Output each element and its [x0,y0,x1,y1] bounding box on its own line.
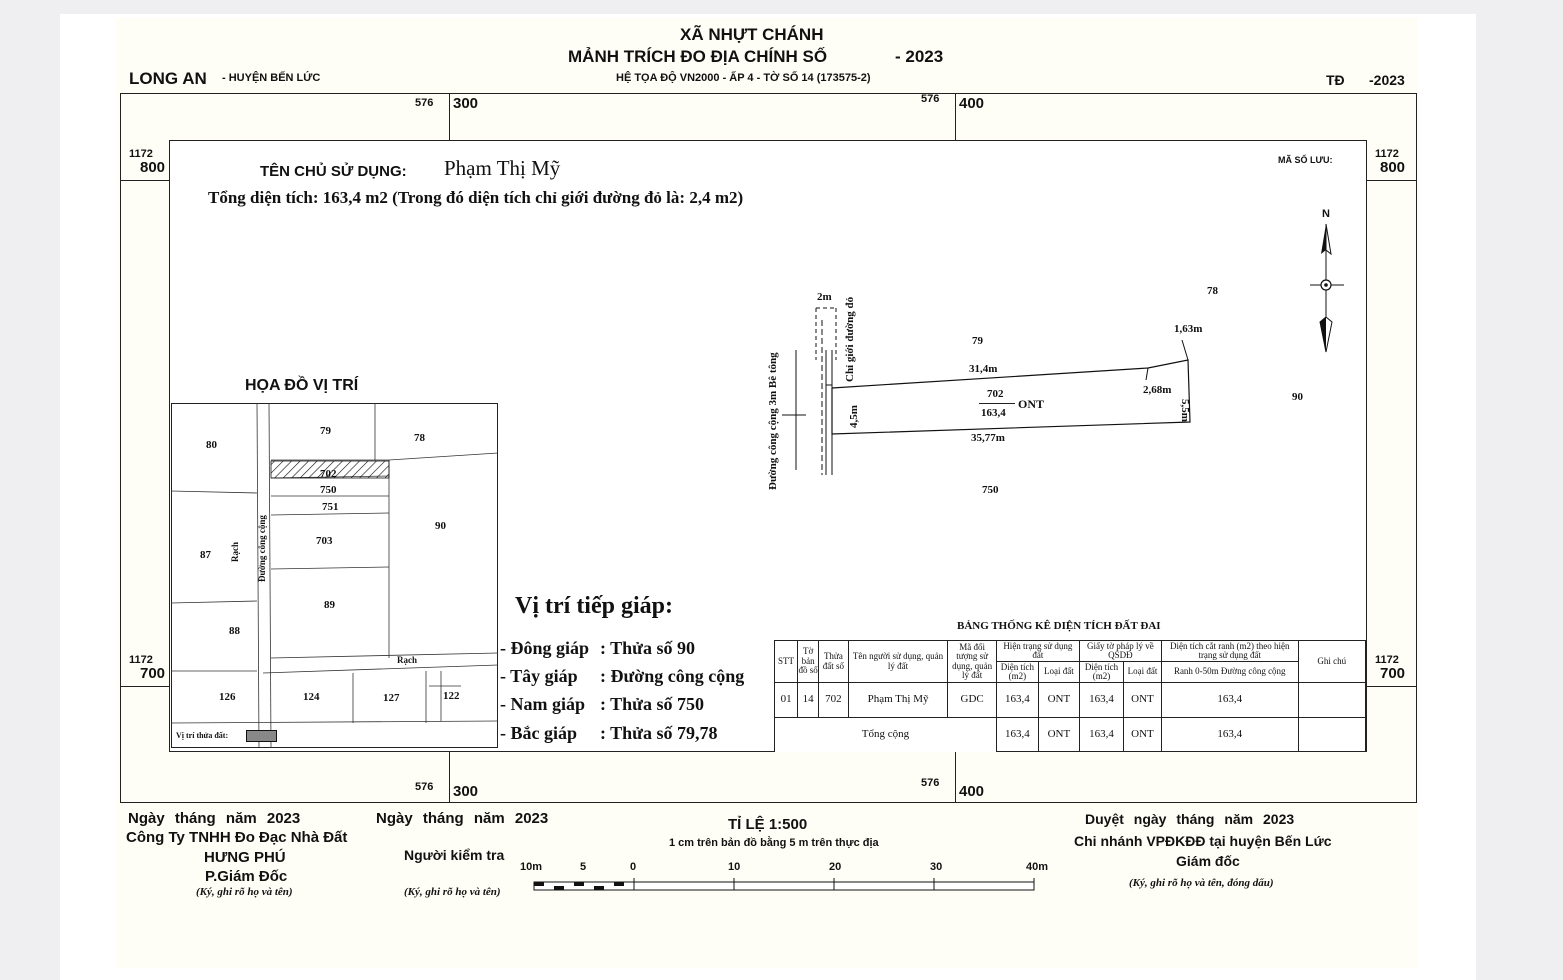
footer-checker: Người kiểm tra [404,847,505,863]
grid-tick-left-800 [120,180,169,181]
cell-total-label: Tổng cộng [775,718,997,752]
loc-parcel-79: 79 [320,425,331,437]
parcel-79-label: 79 [972,335,983,347]
adjacency-west-dir: - Tây giáp [500,666,578,686]
th-note: Ghi chú [1298,641,1365,683]
footer-company-name: Công Ty TNHH Đo Đạc Nhà Đất [126,829,348,846]
grid-y-prefix: 1172 [1375,654,1399,666]
grid-tick-left-700 [120,686,169,687]
grid-x-prefix: 576 [921,777,940,789]
th-legal-docs: Giấy tờ pháp lý về QSDĐ [1079,641,1161,662]
th-sheet: Tờ bản đồ số [798,641,819,683]
adjacency-south-dir: - Nam giáp [500,694,585,714]
loc-parcel-90: 90 [435,520,446,532]
table-title: BẢNG THỐNG KÊ DIỆN TÍCH ĐẤT ĐAI [957,620,1161,632]
loc-parcel-126: 126 [219,691,236,703]
footer-date-company: Ngày tháng năm 2023 [128,810,301,827]
th-owner: Tên người sử dụng, quản lý đất [848,641,948,683]
adjacency-north-dir: - Bắc giáp [500,723,578,743]
th-subject: Mã đối tượng sử dụng, quản lý đất [948,641,996,683]
cell-subject: GDC [948,683,996,718]
commune-title: XÃ NHỰT CHÁNH [680,25,824,44]
road-label: Đường công cộng 3m Bê tông [767,352,779,490]
archive-code-label: MÃ SỐ LƯU: [1278,155,1333,165]
parcel-number: 702 [987,388,1004,400]
footer-company-name-2: HƯNG PHÚ [204,849,286,866]
adjacency-title: Vị trí tiếp giáp: [515,593,673,619]
parcel-78-label: 78 [1207,285,1218,297]
scale-bar [530,876,1040,896]
cell-note [1298,683,1365,718]
loc-parcel-122: 122 [443,690,460,702]
loc-parcel-751: 751 [322,501,339,513]
th-stt: STT [775,641,798,683]
location-legend-swatch [246,730,277,742]
road-width-label: 2m [817,291,832,303]
area-stats-table [774,640,1366,752]
grid-tick-right-700 [1367,686,1417,687]
location-map-title: HỌA ĐỒ VỊ TRÍ [245,377,359,394]
cell-total-area: 163,4 [996,718,1038,752]
adjacency-south-val: : Thửa số 750 [600,694,704,714]
grid-x-prefix: 576 [921,93,940,105]
grid-y-prefix: 1172 [129,654,153,666]
loc-parcel-750: 750 [320,484,337,496]
td-label: TĐ [1326,72,1345,88]
td-year: -2023 [1369,72,1405,88]
footer-deputy: P.Giám Đốc [205,868,288,885]
owner-name: Phạm Thị Mỹ [444,156,561,180]
loc-canal-label: Rạch [230,542,240,562]
document-title: MẢNH TRÍCH ĐO ĐỊA CHÍNH SỐ [568,47,828,66]
grid-y-700: 700 [140,665,166,682]
province-label: LONG AN [129,69,207,88]
scale-tick-10: 10 [728,861,741,873]
grid-x-400: 400 [959,783,985,800]
loc-parcel-88: 88 [229,625,240,637]
grid-y-prefix: 1172 [1375,148,1399,160]
grid-x-300: 300 [453,95,479,112]
cell-type: ONT [1038,683,1079,718]
adjacency-east-val: : Thửa số 90 [600,638,695,658]
cell-total-note [1298,718,1365,752]
grid-y-prefix: 1172 [129,148,153,160]
district-label: - HUYỆN BẾN LỨC [222,72,321,84]
loc-parcel-78: 78 [414,432,425,444]
loc-parcel-89: 89 [324,599,335,611]
grid-tick-top-300 [449,93,450,140]
scale-note: 1 cm trên bản đồ bằng 5 m trên thực địa [669,837,879,849]
owner-label: TÊN CHỦ SỬ DỤNG: [260,163,407,180]
grid-x-prefix: 576 [415,781,434,793]
footer-sign-note-2: (Ký, ghi rõ họ và tên) [404,886,501,898]
parcel-area: 163,4 [981,407,1006,419]
top-edge-length: 31,4m [969,363,998,375]
scale-tick-0: 0 [630,861,637,873]
total-area-text: Tổng diện tích: 163,4 m2 (Trong đó diện tích chỉ giới đường đỏ là: 2,4 m2) [208,188,744,207]
cell-area: 163,4 [996,683,1038,718]
th-area: Diện tích (m2) [996,662,1038,683]
th-current-use: Hiện trạng sử dụng đất [996,641,1079,662]
cell-type-legal: ONT [1124,683,1162,718]
loc-parcel-80: 80 [206,439,217,451]
cell-total-cut: 163,4 [1161,718,1298,752]
loc-parcel-87: 87 [200,549,211,561]
document-title-year: - 2023 [895,47,944,66]
loc-parcel-127: 127 [383,692,400,704]
th-type-legal: Loại đất [1124,662,1162,683]
footer-sign-note-3: (Ký, ghi rõ họ và tên, đóng dấu) [1129,877,1274,889]
scale-tick-10m: 10m [520,861,543,873]
cell-stt: 01 [775,683,798,718]
cell-owner: Phạm Thị Mỹ [848,683,948,718]
adjacency-north-val: : Thửa số 79,78 [600,723,718,743]
cell-total-area-legal: 163,4 [1079,718,1123,752]
th-type: Loại đất [1038,662,1079,683]
coordinate-subtitle: HỆ TỌA ĐỘ VN2000 - ẤP 4 - TỜ SỐ 14 (173575-2) [616,72,871,84]
grid-x-300: 300 [453,783,479,800]
footer-sign-note-1: (Ký, ghi rõ họ và tên) [196,886,293,898]
grid-tick-right-800 [1367,180,1417,181]
th-area-legal: Diện tích (m2) [1079,662,1123,683]
footer-director: Giám đốc [1176,853,1240,869]
adjacency-west-val: : Đường công cộng [600,666,745,686]
cell-sheet: 14 [798,683,819,718]
left-edge-length: 4,5m [848,405,860,428]
location-legend-label: Vị trí thửa đất: [176,731,229,740]
th-parcel: Thửa đất số [819,641,848,683]
cell-area-legal: 163,4 [1079,683,1123,718]
grid-tick-bottom-300 [449,752,450,803]
red-line-label: Chỉ giới đường đỏ [844,296,856,382]
grid-x-prefix: 576 [415,97,434,109]
grid-tick-top-400 [955,93,956,140]
footer-branch: Chi nhánh VPĐKĐĐ tại huyện Bến Lức [1074,833,1332,849]
grid-tick-bottom-400 [955,752,956,803]
grid-y-800: 800 [1380,159,1406,176]
compass-north-label: N [1322,208,1330,220]
parcel-90-label: 90 [1292,391,1303,403]
fraction-bar [979,403,1015,404]
loc-parcel-702: 702 [320,468,337,480]
scale-tick-5: 5 [580,861,587,873]
cell-parcel: 702 [819,683,848,718]
table-row [775,683,1366,718]
table-total-row [775,718,1366,752]
grid-y-800: 800 [140,159,166,176]
scale-tick-40m: 40m [1026,861,1049,873]
loc-road-label: Đường công cộng [257,515,267,582]
loc-parcel-703: 703 [316,535,333,547]
grid-x-400: 400 [959,95,985,112]
bottom-edge-length: 35,77m [971,432,1005,444]
footer-approve-date: Duyệt ngày tháng năm 2023 [1085,811,1295,827]
parcel-750-label: 750 [982,484,999,496]
parcel-land-type: ONT [1018,397,1045,411]
right-edge-length: 5,5m [1179,399,1191,422]
scale-tick-30: 30 [930,861,943,873]
adjacency-east-dir: - Đông giáp [500,638,590,658]
footer-date-checker: Ngày tháng năm 2023 [376,810,549,827]
north-arrow-icon [1306,222,1350,356]
th-cut-area: Diện tích cắt ranh (m2) theo hiện trạng sử dụng đất [1161,641,1298,662]
th-range: Ranh 0-50m Đường công cộng [1161,662,1298,683]
scale-title: TỈ LỆ 1:500 [728,816,808,833]
loc-canal-label-bottom: Rạch [397,655,417,665]
cell-cut: 163,4 [1161,683,1298,718]
grid-y-700: 700 [1380,665,1406,682]
corner-b-length: 2,68m [1143,384,1172,396]
loc-parcel-124: 124 [303,691,320,703]
corner-a-length: 1,63m [1174,323,1203,335]
cell-total-type-legal: ONT [1124,718,1162,752]
scale-tick-20: 20 [829,861,842,873]
cell-total-type: ONT [1038,718,1079,752]
